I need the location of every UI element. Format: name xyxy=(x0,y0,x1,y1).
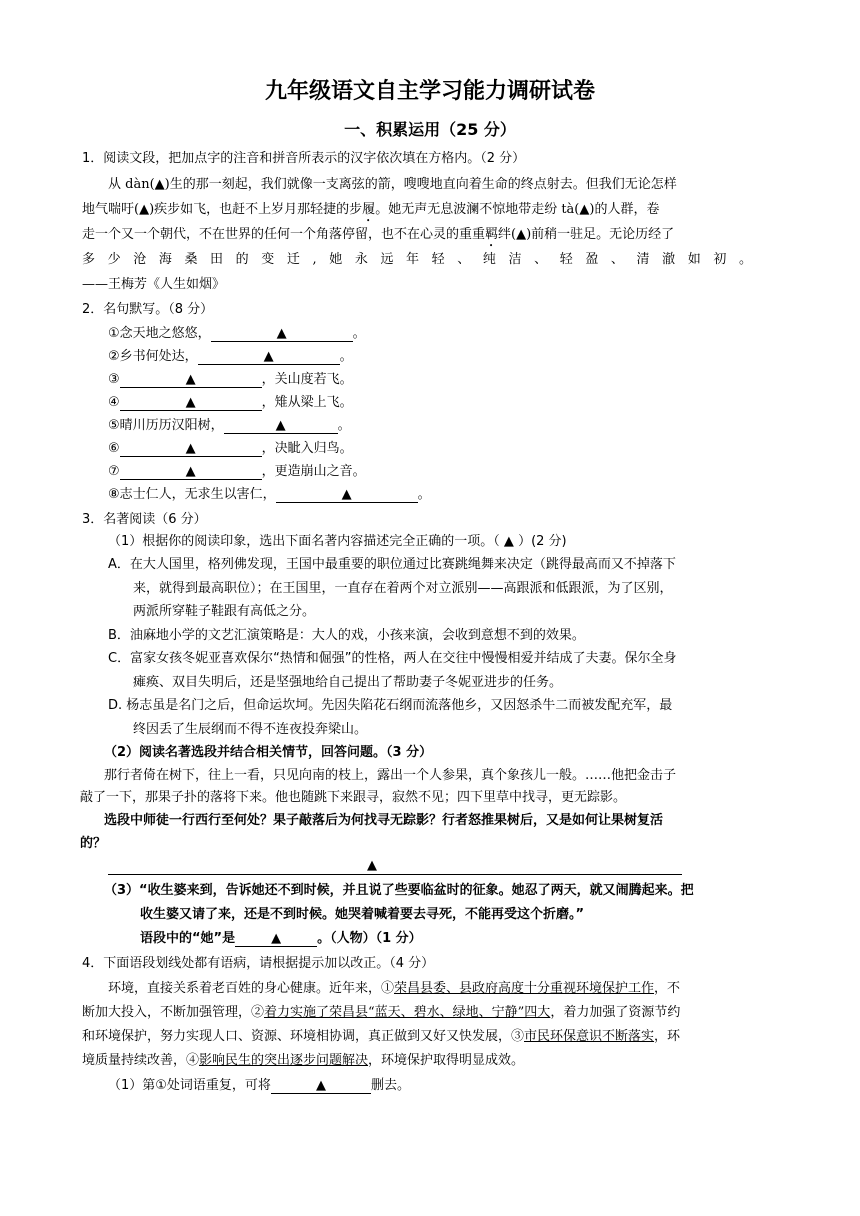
passage-char: 田 xyxy=(210,252,224,267)
passage-char: 变 xyxy=(261,252,275,267)
answer-mark[interactable]: ▲ xyxy=(503,534,514,549)
passage-char: 多 xyxy=(82,252,96,267)
answer-blank[interactable]: ▲ xyxy=(224,418,338,434)
passage-char: 初 xyxy=(713,252,727,267)
answer-mark: ▲ xyxy=(139,202,150,217)
q3-sub3-line-3: 语段中的“她”是 ▲ 。（人物）（1 分） xyxy=(140,931,422,946)
q3-sub2: （2）阅读名著选段并结合相关情节，回答问题。（3 分） xyxy=(104,745,433,760)
q3-excerpt-line-1: 那行者倚在树下，往上一看，只见向南的枝上，露出一个人参果，真个象孩儿一般。……他把金击子 xyxy=(104,768,677,783)
answer-blank[interactable]: ▲ xyxy=(120,372,262,388)
passage-char: 洁 xyxy=(508,252,522,267)
answer-mark: ▲ xyxy=(516,227,527,242)
q3-option-d-line-2: 终因丢了生辰纲而不得不连夜投奔梁山。 xyxy=(133,722,368,737)
passage-char: 、 xyxy=(457,252,471,267)
passage-char: 沧 xyxy=(133,252,147,267)
passage-char: 。 xyxy=(738,252,752,267)
underlined-error-3: 市民环保意识不断落实 xyxy=(524,1029,655,1044)
q1-source: ——王梅芳《人生如烟》 xyxy=(82,277,226,292)
q3-sub3-line-2: 收生婆又请了来，还是不到时候。她哭着喊着要去寻死，不能再受这个折磨。” xyxy=(140,907,585,922)
q3-question-line-1: 选段中师徒一行西行至何处？果子敲落后为何找寻无踪影？行者怒推果树后，又是如何让果树复活 xyxy=(104,813,664,828)
q3-option-a-line-2: 来，就得到最高职位）；在王国里，一直存在着两个对立派别——高跟派和低跟派，为了区别， xyxy=(133,581,673,596)
q2-item-1: ①念天地之悠悠， ▲ 。 xyxy=(108,326,366,341)
answer-blank[interactable]: ▲ xyxy=(120,441,262,457)
underlined-error-1: 荣昌县委、县政府高度十分重视环境保护工作 xyxy=(394,981,655,996)
underlined-error-2: 着力实施了荣昌县“蓝天、碧水、绿地、宁静”四大 xyxy=(264,1005,551,1020)
q1-passage-line-1: 从 dàn(▲)生的那一刻起，我们就像一支离弦的箭，嗖嗖地直向着生命的终点射去。但我们无论怎样 xyxy=(108,177,677,192)
q2-item-7: ⑦ ▲ ，更造崩山之音。 xyxy=(108,464,366,479)
q4-passage-line-2: 断加大投入，不断加强管理，②着力实施了荣昌县“蓝天、碧水、绿地、宁静”四大，着力加强了资源节约 xyxy=(82,1005,681,1020)
passage-char: 纯 xyxy=(482,252,496,267)
q2-item-5: ⑤晴川历历汉阳树， ▲ 。 xyxy=(108,418,351,433)
passage-char: 、 xyxy=(610,252,624,267)
q3-option-a-line-3: 两派所穿鞋子鞋跟有高低之分。 xyxy=(133,604,316,619)
answer-blank[interactable]: ▲ xyxy=(276,487,418,503)
answer-blank[interactable]: ▲ xyxy=(120,464,262,480)
answer-mark: ▲ xyxy=(154,177,165,192)
q3-sub3-line-1: （3）“收生婆来到，告诉她还不到时候，并且说了些要临盆时的征象。她忍了两天，就又闹腾起来。把 xyxy=(104,883,694,898)
passage-char: 少 xyxy=(107,252,121,267)
passage-char: 迁 xyxy=(286,252,300,267)
passage-char: 澈 xyxy=(662,252,676,267)
q4-stem: 4．下面语段划线处都有语病，请根据提示加以改正。（4 分） xyxy=(82,956,435,971)
answer-mark[interactable]: ▲ xyxy=(367,858,377,873)
q1-stem: 1．阅读文段，把加点字的注音和拼音所表示的汉字依次填在方格内。（2 分） xyxy=(82,151,526,166)
q3-sub1: （1）根据你的阅读印象，选出下面名著内容描述完全正确的一项。（ ▲ ）(2 分) xyxy=(108,534,567,549)
passage-char: 海 xyxy=(158,252,172,267)
q4-passage-line-1: 环境，直接关系着老百姓的身心健康。近年来，①荣昌县委、县政府高度十分重视环境保护工作，不 xyxy=(108,981,681,996)
passage-char: 她 xyxy=(329,252,343,267)
passage-char: 轻 xyxy=(431,252,445,267)
q2-item-4: ④ ▲ ，雉从梁上飞。 xyxy=(108,395,353,410)
q3-option-c-line-1: C．富家女孩冬妮亚喜欢保尔“热情和倔强”的性格，两人在交往中慢慢相爱并结成了夫妻。保尔全身 xyxy=(108,651,677,666)
passage-char: 年 xyxy=(406,252,420,267)
q2-item-2: ②乡书何处达， ▲ 。 xyxy=(108,349,353,364)
passage-char: 的 xyxy=(235,252,249,267)
passage-char: , xyxy=(312,252,317,267)
passage-char: 盈 xyxy=(585,252,599,267)
passage-char: 清 xyxy=(636,252,650,267)
q4-passage-line-4: 境质量持续改善，④影响民生的突出逐步问题解决，环境保护取得明显成效。 xyxy=(82,1053,525,1068)
section-heading: 一、积累运用（25 分） xyxy=(344,120,516,139)
q1-passage-line-4 xyxy=(82,251,752,269)
q2-stem: 2．名句默写。（8 分） xyxy=(82,302,214,317)
passage-char: 桑 xyxy=(184,252,198,267)
exam-title: 九年级语文自主学习能力调研试卷 xyxy=(264,79,595,104)
q4-sub1: （1）第①处词语重复，可将 ▲ 删去。 xyxy=(108,1078,410,1093)
emphasized-char: 羁 xyxy=(485,227,499,242)
q3-stem: 3．名著阅读（6 分） xyxy=(82,512,207,527)
q1-passage-line-3: 走一个又一个朝代，不在世界的任何一个角落停留，也不在心灵的重重羁绊(▲)前稍一驻足。无论历经了 xyxy=(82,227,675,242)
passage-char: 如 xyxy=(687,252,701,267)
q3-question-line-2: 的？ xyxy=(80,836,107,851)
emphasized-char: 履 xyxy=(362,202,376,217)
q2-item-8: ⑧志士仁人，无求生以害仁， ▲ 。 xyxy=(108,487,431,502)
answer-blank[interactable]: ▲ xyxy=(211,326,353,342)
answer-blank[interactable]: ▲ xyxy=(120,395,262,411)
passage-char: 、 xyxy=(534,252,548,267)
answer-blank[interactable]: ▲ xyxy=(198,349,340,365)
q3-excerpt-line-2: 敲了一下，那果子扑的落将下来。他也随跳下来跟寻，寂然不见；四下里草中找寻，更无踪影。 xyxy=(80,790,627,805)
passage-char: 轻 xyxy=(559,252,573,267)
q4-passage-line-3: 和环境保护，努力实现人口、资源、环境相协调，真正做到又好又快发展，③市民环保意识不断落实，环 xyxy=(82,1029,681,1044)
answer-blank[interactable]: ▲ xyxy=(235,931,317,947)
q3-option-a-line-1: A．在大人国里，格列佛发现，王国中最重要的职位通过比赛跳绳舞来决定（跳得最高而又不掉落下 xyxy=(108,557,676,572)
answer-blank[interactable]: ▲ xyxy=(271,1078,371,1094)
q3-option-b: B．油麻地小学的文艺汇演策略是：大人的戏，小孩来演，会收到意想不到的效果。 xyxy=(108,628,585,643)
q3-option-d-line-1: D. 杨志虽是名门之后，但命运坎坷。先因失陷花石纲而流落他乡，又因怒杀牛二而被发配充军，最 xyxy=(108,698,673,713)
answer-mark: ▲ xyxy=(579,202,590,217)
q2-item-6: ⑥ ▲ ，决眦入归鸟。 xyxy=(108,441,353,456)
q2-item-3: ③ ▲ ，关山度若飞。 xyxy=(108,372,353,387)
q3-option-c-line-2: 瘫痪、双目失明后，还是坚强地给自己提出了帮助妻子冬妮亚进步的任务。 xyxy=(133,675,563,690)
answer-line[interactable] xyxy=(108,874,682,875)
passage-char: 永 xyxy=(354,252,368,267)
underlined-error-4: 影响民生的突出逐步问题解决 xyxy=(199,1053,369,1068)
q1-passage-line-2: 地气喘吁(▲)疾步如飞，也赶不上岁月那轻捷的步履。她无声无息波澜不惊地带走纷 tà(▲)的人群，卷 xyxy=(82,202,660,217)
passage-char: 远 xyxy=(380,252,394,267)
